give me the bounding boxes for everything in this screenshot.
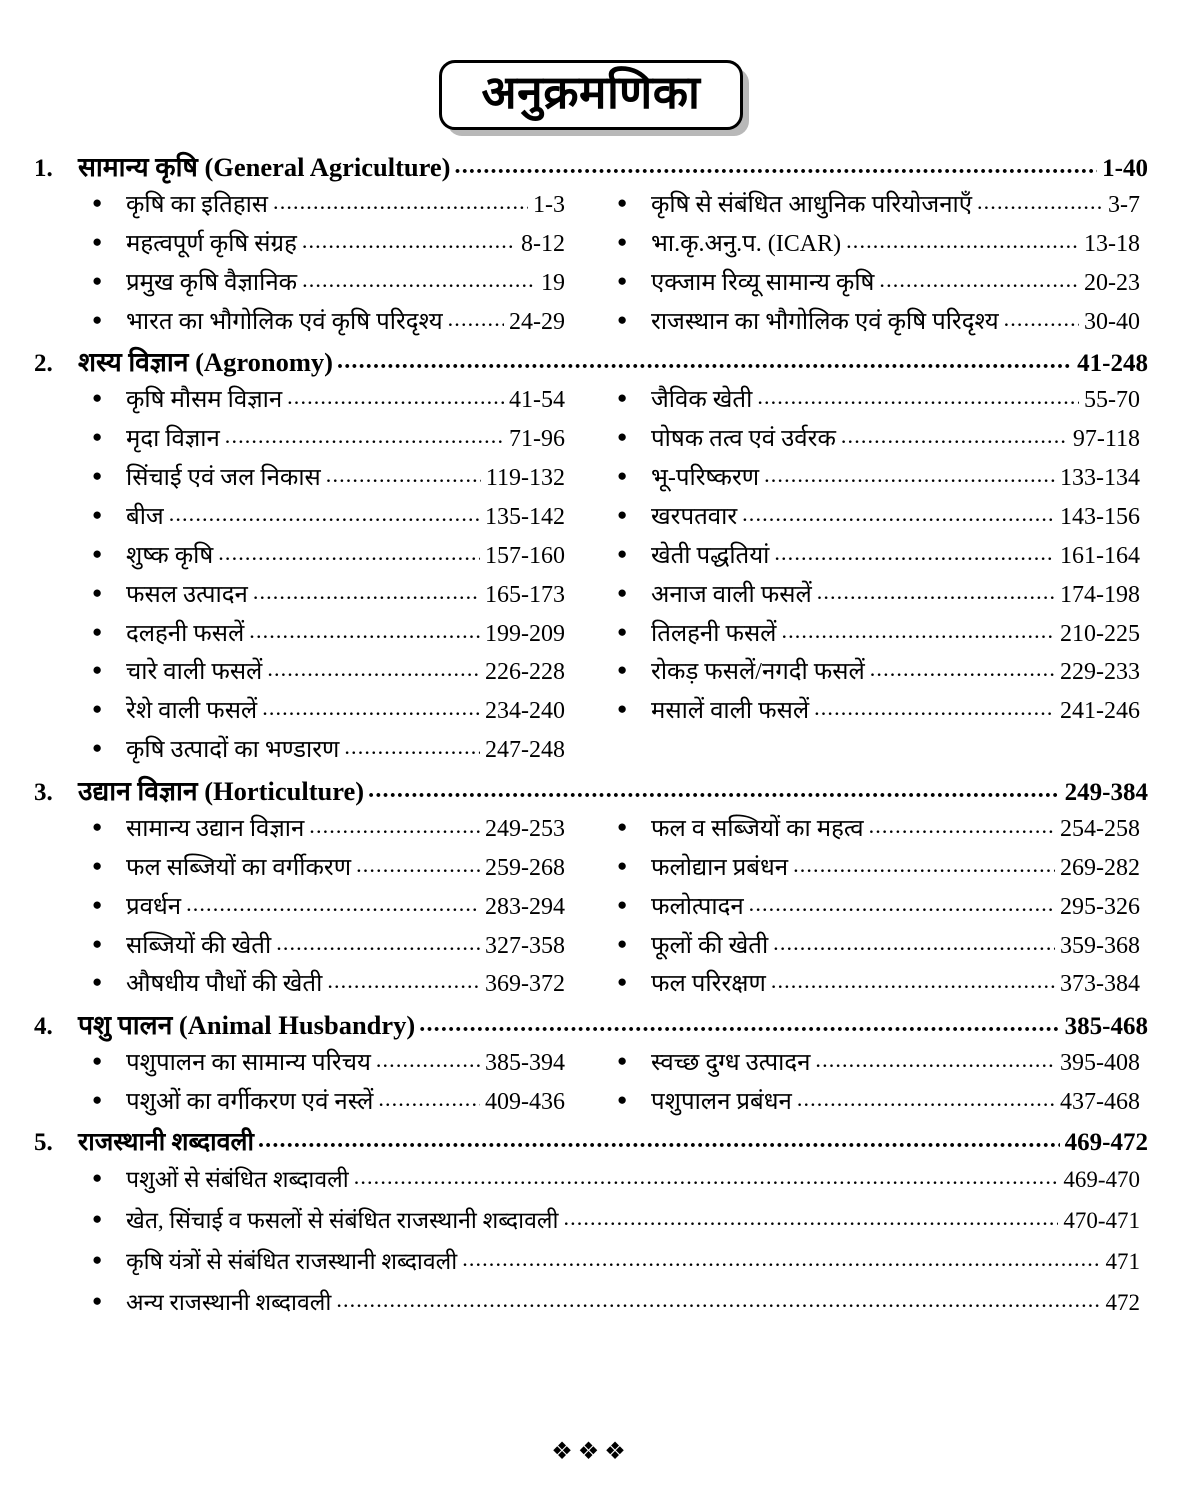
toc-section-page-range: 1-40 [1102,155,1148,182]
leader-dots [253,574,480,610]
toc-item-page-range: 165-173 [485,581,565,608]
toc-item[interactable] [617,459,1140,498]
bullet-icon [617,428,651,445]
toc-item[interactable] [92,731,565,770]
bullet-icon [92,1169,126,1186]
toc-item[interactable] [92,653,565,692]
leader-dots [846,223,1079,259]
toc-item-label: कृषि उत्पादों का भण्डारण [126,737,340,764]
toc-section-number: 3. [34,779,53,807]
toc-item-page-range: 161-164 [1060,542,1140,569]
toc-item-label: सब्जियों की खेती [126,932,272,959]
toc-item[interactable] [92,1242,1140,1283]
toc-item-label: जैविक खेती [651,387,753,414]
toc-item-label: रेशे वाली फसलें [126,698,258,725]
bullet-icon [617,584,651,601]
toc-item-page-range: 241-246 [1060,698,1140,725]
bullet-icon [617,233,651,250]
page-title: अनुक्रमणिका [481,67,701,118]
leader-dots [773,925,1055,961]
bullet-icon [92,584,126,601]
toc-item[interactable] [92,381,565,420]
toc-column-left [34,1044,591,1122]
toc-item-label: स्वच्छ दुग्ध उत्पादन [651,1050,811,1077]
leader-dots [841,418,1068,454]
toc-item[interactable] [92,576,565,615]
toc-section-title: पशु पालन (Animal Husbandry) [78,1010,416,1041]
toc-item-label: चारे वाली फसलें [126,659,263,686]
bullet-icon [92,973,126,990]
toc-item-page-range: 254-258 [1060,815,1140,842]
toc-item[interactable] [617,1083,1140,1122]
toc-item-label: औषधीय पौधों की खेती [126,971,323,998]
bullet-icon [92,545,126,562]
toc-item-page-range: 359-368 [1060,932,1140,959]
toc-section-number: 4. [34,1013,53,1041]
toc-column-left [34,810,591,1004]
toc-item[interactable] [92,186,565,225]
toc-columns [34,1044,1148,1122]
toc-item-page-range: 234-240 [485,698,565,725]
toc-item-label: सिंचाई एवं जल निकास [126,465,321,492]
toc-item-label: फूलों की खेती [651,932,769,959]
toc-column-right [591,810,1148,1004]
toc-item-label: खरपतवार [651,503,738,530]
toc-item-page-range: 24-29 [509,308,565,335]
toc-item-label: खेती पद्धतियां [651,542,770,569]
toc-item-page-range: 30-40 [1084,308,1140,335]
page-title-box [439,60,744,130]
leader-dots [815,1042,1055,1078]
toc-item-page-range: 373-384 [1060,971,1140,998]
bullet-icon [92,311,126,328]
bullet-icon [92,389,126,406]
leader-dots [354,1157,1059,1196]
toc-item-label: पोषक तत्व एवं उर्वरक [651,426,836,453]
toc-column-left [34,381,591,770]
toc-item-label: महत्वपूर्ण कृषि संग्रह [126,230,297,257]
leader-dots [814,690,1055,726]
bullet-icon [92,506,126,523]
toc-item-label: पशुपालन प्रबंधन [651,1089,792,1116]
toc-section-page-range: 469-472 [1064,1129,1148,1156]
leader-dots [781,613,1055,649]
bullet-icon [92,1251,126,1268]
toc-section-number: 5. [34,1129,53,1156]
toc-item-page-range: 119-132 [485,465,565,492]
leader-dots [337,346,1072,378]
toc-item-page-range: 3-7 [1108,191,1140,218]
bullet-icon [92,194,126,211]
bullet-icon [617,857,651,874]
toc-item-label: सामान्य उद्यान विज्ञान [126,815,305,842]
toc-item[interactable] [617,264,1140,303]
leader-dots [879,262,1079,298]
bullet-icon [92,818,126,835]
bullet-icon [617,623,651,640]
toc-item-page-range: 472 [1105,1289,1140,1315]
toc-item[interactable] [92,537,565,576]
bullet-icon [92,857,126,874]
leader-dots [797,1081,1055,1117]
toc-body [34,150,1148,1324]
leader-dots [273,184,528,220]
toc-item-label: खेत, सिंचाई व फसलों से संबंधित राजस्थानी शब्दावली [126,1207,559,1233]
toc-item-page-range: 369-372 [485,971,565,998]
toc-item[interactable] [617,927,1140,966]
leader-dots [368,775,1060,807]
toc-section [34,1008,1148,1122]
toc-item[interactable] [617,1044,1140,1083]
bullet-icon [617,311,651,328]
toc-item[interactable] [617,225,1140,264]
toc-item-page-range: 259-268 [485,854,565,881]
leader-dots [225,418,504,454]
toc-item-page-range: 283-294 [485,893,565,920]
toc-section-heading[interactable] [34,1126,1148,1160]
toc-item-page-range: 13-18 [1084,230,1140,257]
toc-item-page-range: 41-54 [509,387,565,414]
leader-dots [870,651,1055,687]
toc-item-page-range: 71-96 [509,426,565,453]
toc-item[interactable] [617,303,1140,342]
leader-dots [309,808,480,844]
toc-item-label: दलहनी फसलें [126,620,245,647]
toc-item[interactable] [617,653,1140,692]
bullet-icon [92,233,126,250]
toc-item-label: फल परिरक्षण [651,971,766,998]
bullet-icon [92,428,126,445]
leader-dots [344,729,480,765]
toc-item-page-range: 1-3 [533,191,565,218]
bullet-icon [617,1091,651,1108]
leader-dots [267,651,480,687]
toc-item-page-range: 385-394 [485,1050,565,1077]
toc-section-title: शस्य विज्ञान (Agronomy) [78,347,333,378]
toc-item[interactable] [617,849,1140,888]
toc-item[interactable] [92,1083,565,1122]
toc-item-label: पशुओं से संबंधित शब्दावली [126,1166,349,1192]
toc-item[interactable] [617,615,1140,654]
toc-item-label: कृषि का इतिहास [126,191,269,218]
toc-item-label: फसल उत्पादन [126,581,248,608]
leader-dots [749,886,1055,922]
toc-item-label: प्रवर्धन [126,893,182,920]
bullet-icon [92,272,126,289]
toc-item-page-range: 437-468 [1060,1089,1140,1116]
leader-dots [764,457,1055,493]
toc-section-title: राजस्थानी शब्दावली [78,1129,254,1156]
toc-item-label: मृदा विज्ञान [126,426,220,453]
leader-dots [276,925,480,961]
toc-item-label: कृषि से संबंधित आधुनिक परियोजनाएँ [651,191,972,218]
toc-section-number: 1. [34,155,53,182]
toc-item-page-range: 249-253 [485,815,565,842]
toc-item[interactable] [92,420,565,459]
toc-item-label: पशुपालन का सामान्य परिचय [126,1050,371,1077]
leader-dots [869,808,1055,844]
toc-item-list [34,1160,1148,1324]
bullet-icon [92,935,126,952]
bullet-icon [92,739,126,756]
toc-section [34,345,1148,770]
toc-item[interactable] [617,888,1140,927]
leader-dots [336,1280,1100,1319]
bullet-icon [92,1052,126,1069]
toc-item-page-range: 295-326 [1060,893,1140,920]
toc-item-page-range: 469-470 [1063,1166,1140,1192]
leader-dots [302,223,516,259]
toc-section-page-range: 41-248 [1077,350,1148,378]
toc-item[interactable] [92,303,565,342]
toc-section [34,1126,1148,1324]
leader-dots [455,151,1098,183]
toc-section-number: 2. [34,350,53,378]
toc-item-label: कृषि मौसम विज्ञान [126,387,283,414]
toc-item-label: पशुओं का वर्गीकरण एवं नस्लें [126,1089,374,1116]
leader-dots [419,1009,1059,1041]
leader-dots [1004,301,1079,337]
toc-item-label: राजस्थान का भौगोलिक एवं कृषि परिदृश्य [651,308,999,335]
leader-dots [249,613,480,649]
toc-item-page-range: 210-225 [1060,620,1140,647]
leader-dots [742,496,1055,532]
bullet-icon [617,194,651,211]
leader-dots [356,847,480,883]
toc-item-page-range: 269-282 [1060,854,1140,881]
leader-dots [774,535,1055,571]
toc-column-left [34,186,591,342]
toc-section-heading[interactable] [34,774,1148,810]
toc-item[interactable] [92,1160,1140,1201]
toc-item[interactable] [92,1201,1140,1242]
toc-item-label: फलोद्यान प्रबंधन [651,854,789,881]
toc-item-page-range: 471 [1105,1248,1140,1274]
leader-dots [302,262,536,298]
leader-dots [262,690,480,726]
toc-item-label: एक्जाम रिव्यू सामान्य कृषि [651,269,875,296]
leader-dots [186,886,480,922]
toc-columns [34,381,1148,770]
bullet-icon [617,661,651,678]
leader-dots [757,379,1079,415]
toc-item-label: फल सब्जियों का वर्गीकरण [126,854,352,881]
toc-item-label: शुष्क कृषि [126,542,214,569]
bullet-icon [617,467,651,484]
toc-item[interactable] [617,381,1140,420]
leader-dots [326,457,481,493]
toc-item-page-range: 157-160 [485,542,565,569]
bullet-icon [92,661,126,678]
toc-section-title: सामान्य कृषि (General Agriculture) [78,152,451,182]
bullet-icon [92,623,126,640]
leader-dots [462,1239,1100,1278]
toc-item-page-range: 395-408 [1060,1050,1140,1077]
bullet-icon [617,700,651,717]
toc-item[interactable] [92,810,565,849]
toc-item-page-range: 226-228 [485,659,565,686]
toc-item-page-range: 135-142 [485,503,565,530]
toc-item-page-range: 409-436 [485,1089,565,1116]
toc-item[interactable] [92,849,565,888]
leader-dots [817,574,1055,610]
toc-item-page-range: 133-134 [1060,465,1140,492]
toc-columns [34,810,1148,1004]
toc-item[interactable] [92,965,565,1004]
bullet-icon [617,545,651,562]
bullet-icon [617,1052,651,1069]
leader-dots [771,963,1055,999]
toc-item-label: भू-परिष्करण [651,465,760,492]
leader-dots [563,1198,1058,1237]
leader-dots [378,1081,480,1117]
leader-dots [218,535,480,571]
leader-dots [793,847,1055,883]
toc-section [34,150,1148,341]
toc-item-page-range: 327-358 [485,932,565,959]
toc-section-heading[interactable] [34,150,1148,186]
toc-item[interactable] [92,1044,565,1083]
toc-item-page-range: 20-23 [1084,269,1140,296]
toc-item-label: रोकड़ फसलें/नगदी फसलें [651,659,865,686]
toc-item-label: अनाज वाली फसलें [651,581,812,608]
toc-item[interactable] [617,965,1140,1004]
toc-item[interactable] [617,576,1140,615]
toc-item-label: तिलहनी फसलें [651,620,777,647]
toc-item-page-range: 229-233 [1060,659,1140,686]
toc-item[interactable] [92,615,565,654]
toc-section-heading[interactable] [34,345,1148,381]
bullet-icon [92,700,126,717]
toc-item-label: मसालें वाली फसलें [651,698,810,725]
toc-item[interactable] [617,692,1140,731]
toc-column-right [591,381,1148,770]
toc-column-right [591,1044,1148,1122]
toc-item[interactable] [617,420,1140,459]
toc-item[interactable] [92,264,565,303]
leader-dots [376,1042,480,1078]
toc-section [34,774,1148,1004]
toc-item-label: भारत का भौगोलिक एवं कृषि परिदृश्य [126,308,443,335]
toc-item[interactable] [92,927,565,966]
bullet-icon [92,896,126,913]
toc-columns [34,186,1148,342]
toc-section-heading[interactable] [34,1008,1148,1044]
toc-item-label: कृषि यंत्रों से संबंधित राजस्थानी शब्दावली [126,1248,458,1274]
bullet-icon [617,935,651,952]
toc-item-label: फलोत्पादन [651,893,744,920]
toc-item[interactable] [92,1283,1140,1324]
bullet-icon [617,272,651,289]
footer-ornament: ❖❖❖ [551,1439,631,1465]
toc-item-page-range: 174-198 [1060,581,1140,608]
toc-item[interactable] [92,498,565,537]
toc-item-page-range: 19 [541,269,565,296]
bullet-icon [617,818,651,835]
toc-item[interactable] [92,459,565,498]
bullet-icon [92,1292,126,1309]
toc-item[interactable] [92,692,565,731]
bullet-icon [92,1091,126,1108]
toc-section-page-range: 249-384 [1064,779,1148,807]
toc-item-page-range: 470-471 [1063,1207,1140,1233]
toc-item-label: भा.कृ.अनु.प. (ICAR) [651,230,842,257]
leader-dots [977,184,1103,220]
toc-section-title: उद्यान विज्ञान (Horticulture) [78,776,365,807]
toc-item[interactable] [617,537,1140,576]
toc-item-page-range: 55-70 [1084,387,1140,414]
toc-item[interactable] [92,225,565,264]
toc-item-label: प्रमुख कृषि वैज्ञानिक [126,269,298,296]
toc-item-label: बीज [126,503,164,530]
toc-item-label: अन्य राजस्थानी शब्दावली [126,1289,332,1315]
toc-item-label: फल व सब्जियों का महत्व [651,815,864,842]
bullet-icon [92,467,126,484]
toc-item[interactable] [617,810,1140,849]
bullet-icon [617,506,651,523]
leader-dots [327,963,480,999]
page-title-container [34,0,1148,146]
toc-item-page-range: 199-209 [485,620,565,647]
bullet-icon [617,389,651,406]
toc-item-page-range: 247-248 [485,737,565,764]
leader-dots [448,301,504,337]
toc-section-page-range: 385-468 [1064,1013,1148,1041]
leader-dots [169,496,480,532]
toc-item[interactable] [92,888,565,927]
bullet-icon [92,1210,126,1227]
toc-item[interactable] [617,186,1140,225]
leader-dots [287,379,504,415]
toc-item-page-range: 8-12 [521,230,565,257]
toc-column-right [591,186,1148,342]
toc-item[interactable] [617,498,1140,537]
toc-item-page-range: 97-118 [1072,426,1140,453]
bullet-icon [617,973,651,990]
toc-item-page-range: 143-156 [1060,503,1140,530]
leader-dots [258,1125,1060,1157]
bullet-icon [617,896,651,913]
